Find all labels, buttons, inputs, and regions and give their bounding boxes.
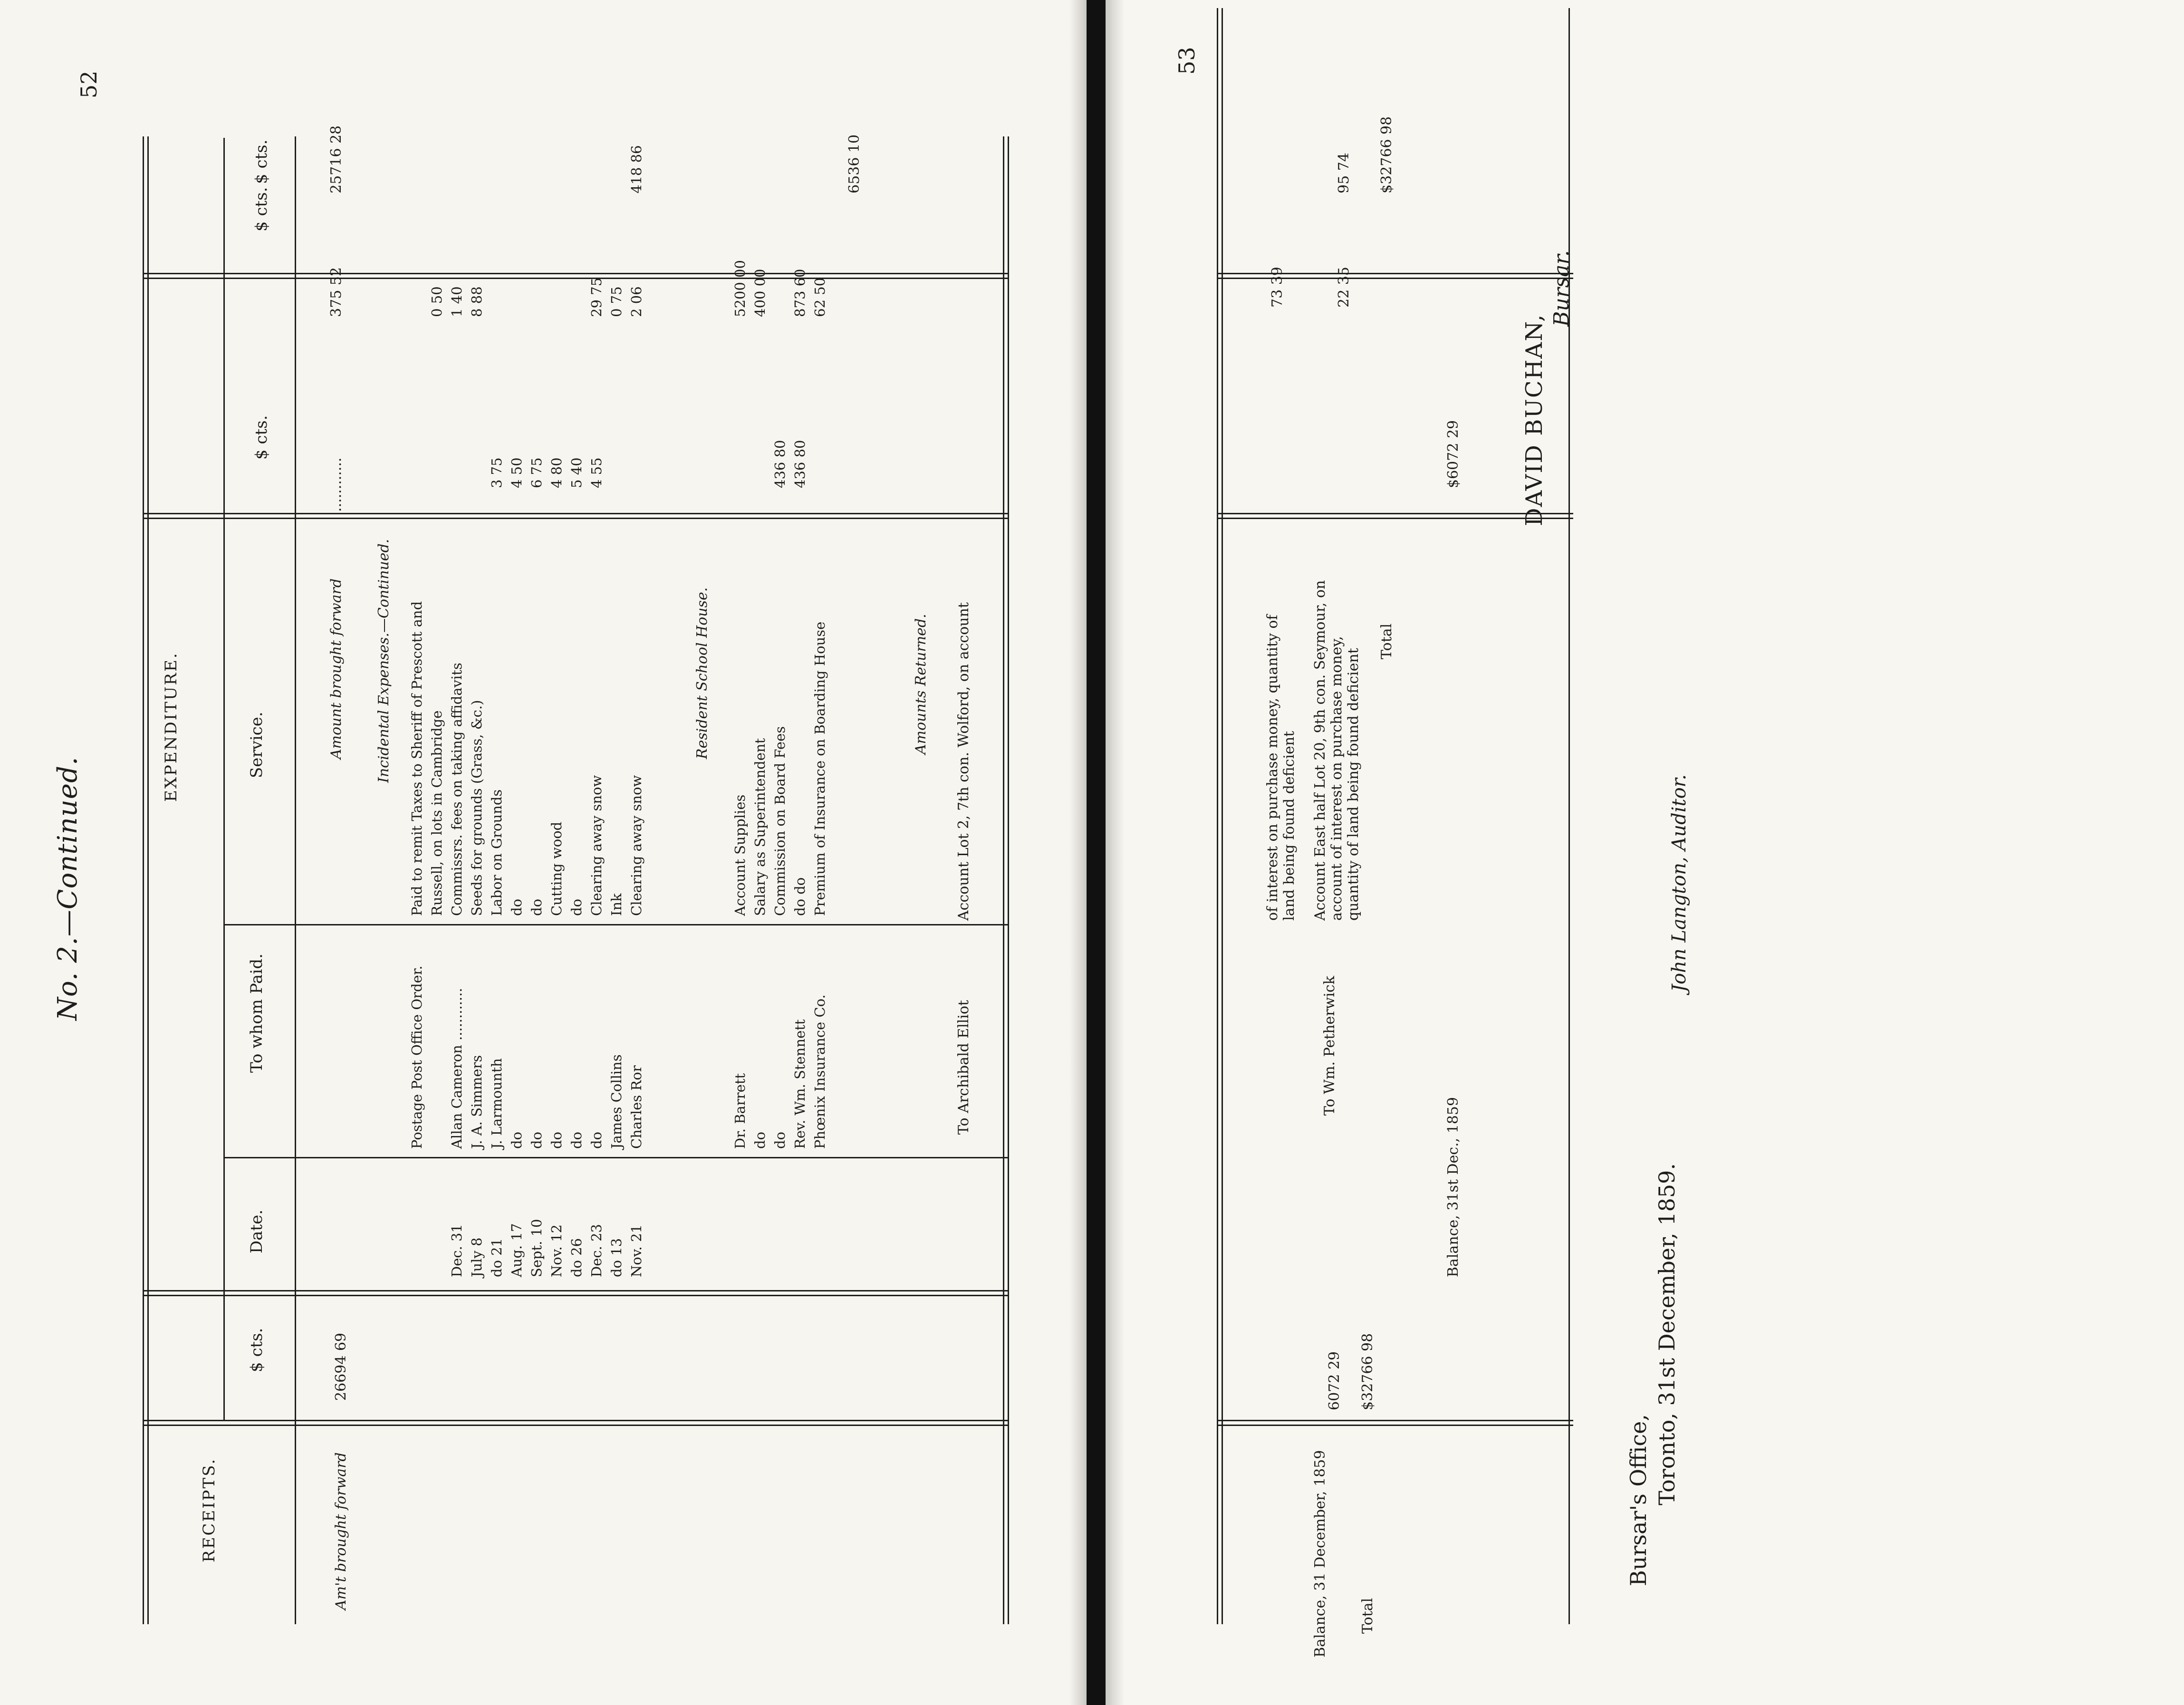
- exp-line1: of interest on purchase money, quantity of: [1264, 615, 1281, 921]
- exp-line4: account of interest on purchase money,: [1328, 636, 1345, 921]
- resident-c2: 400 00: [752, 269, 768, 317]
- resident-c2: 873 60: [792, 269, 808, 317]
- incidental-service: Russell, on lots in Cambridge: [429, 710, 445, 916]
- incidental-service: Clearing away snow: [628, 775, 645, 916]
- incidental-c1: 6 75: [529, 457, 545, 488]
- resident-c1: 436 80: [772, 440, 788, 488]
- col-cts3-header: $ cts.: [252, 139, 271, 184]
- resident-service: Account Supplies: [732, 794, 748, 916]
- returned-to: To Archibald Elliot: [955, 1000, 972, 1135]
- exp-line5: quantity of land being found deficient: [1345, 648, 1362, 921]
- resident-c1: 436 80: [792, 440, 808, 488]
- left-page-content: [0, 0, 1084, 1705]
- col-sep: [223, 1157, 1008, 1158]
- resident-to-whom: do: [772, 1131, 788, 1149]
- resident-c2: 62 50: [812, 277, 828, 317]
- incidental-date: Nov. 21: [628, 1224, 645, 1277]
- right-page-content: [1112, 0, 2184, 1705]
- exp-grand-total: $32766 98: [1378, 116, 1395, 193]
- incidental-to-whom: J. Larmounth: [489, 1058, 505, 1149]
- receipts-header: RECEIPTS.: [200, 1457, 219, 1562]
- exp-line2: land being found deficient: [1281, 731, 1298, 921]
- incidental-to-whom: do: [548, 1131, 565, 1149]
- incidental-date: Dec. 23: [588, 1224, 605, 1277]
- incidental-service: Paid to remit Taxes to Sheriff of Prescott and: [409, 601, 425, 916]
- receipts-total-amount: $32766 98: [1359, 1333, 1376, 1410]
- page-number: 53: [1174, 47, 1200, 75]
- resident-to-whom: do: [752, 1131, 768, 1149]
- exp-amt1: 73 39: [1269, 267, 1286, 308]
- col-cts1-header: $ cts.: [252, 415, 271, 460]
- section-resident: Resident School House.: [694, 587, 711, 759]
- col-date-header: Date.: [247, 1209, 266, 1253]
- resident-service: Premium of Insurance on Boarding House: [812, 621, 828, 916]
- incidental-to-whom: do: [568, 1131, 585, 1149]
- rule: [1222, 8, 1223, 1624]
- balance-label: Balance, 31 December, 1859: [1312, 1450, 1328, 1657]
- exp-line3: Account East half Lot 20, 9th con. Seymour, on: [1312, 580, 1328, 921]
- rule: [295, 136, 296, 1624]
- incidental-c1: 4 50: [509, 457, 525, 488]
- incidental-date: Sept. 10: [529, 1219, 545, 1277]
- incidental-to-whom: Allan Cameron ............: [449, 988, 465, 1149]
- incidental-c1: 4 55: [588, 457, 605, 488]
- resident-total: 6536 10: [846, 134, 863, 193]
- balance-line-label: Balance, 31st Dec., 1859: [1445, 1097, 1462, 1277]
- col-to-whom-header: To whom Paid.: [247, 954, 266, 1073]
- rule: [143, 136, 144, 1624]
- rule: [223, 138, 225, 1421]
- col-sep: [143, 1295, 1008, 1296]
- incidental-c1: 3 75: [489, 457, 505, 488]
- col-sep: [1217, 518, 1573, 519]
- col-sep: [1217, 513, 1573, 514]
- incidental-service: Ink: [608, 893, 625, 916]
- resident-service: Salary as Superintendent: [752, 738, 768, 916]
- resident-service: do do: [792, 877, 808, 916]
- incidental-service: Seeds for grounds (Grass, &c.): [469, 700, 485, 916]
- incidental-date: do 13: [608, 1238, 625, 1277]
- incidental-c1: 5 40: [568, 457, 585, 488]
- incidental-c1: 4 80: [548, 457, 565, 488]
- col-sep: [143, 518, 1008, 519]
- exp-amt-total: 95 74: [1336, 153, 1352, 193]
- incidental-to-whom: do: [509, 1131, 525, 1149]
- incidental-service: Clearing away snow: [588, 775, 605, 916]
- signature-bursar-title: Bursar.: [1549, 250, 1574, 327]
- col-cts2-header: $ cts.: [252, 187, 271, 231]
- incidental-service: do: [529, 898, 545, 916]
- incidental-c2: 0 75: [608, 286, 625, 317]
- col-service-header: Service.: [247, 712, 266, 778]
- resident-to-whom: Phœnix Insurance Co.: [812, 994, 828, 1149]
- incidental-to-whom: do: [529, 1131, 545, 1149]
- col-sep: [1217, 1420, 1573, 1421]
- incidental-c2: 1 40: [449, 286, 465, 317]
- office-line2: Toronto, 31st December, 1859.: [1654, 1163, 1680, 1505]
- signature-bursar: DAVID BUCHAN,: [1521, 313, 1548, 526]
- incidental-c2: 0 50: [429, 286, 445, 317]
- receipts-cts-header: $ cts.: [247, 1328, 266, 1372]
- office-line1: Bursar's Office,: [1626, 1414, 1651, 1586]
- expenditure-header: EXPENDITURE.: [162, 652, 181, 802]
- col-sep: [143, 1290, 1008, 1291]
- incidental-c2: 2 06: [628, 286, 645, 317]
- expenditure-brought-forward-label: Amount brought forward: [328, 578, 345, 759]
- col-sep: [143, 278, 1008, 279]
- rule: [1003, 136, 1004, 1624]
- incidental-service: Commissrs. fees on taking affidavits: [449, 663, 465, 916]
- receipts-total-label: Total: [1359, 1598, 1376, 1634]
- receipts-brought-forward-label: Am't brought forward: [333, 1452, 349, 1610]
- page-title: No. 2.—Continued.: [52, 756, 83, 1021]
- returned-service: Account Lot 2, 7th con. Wolford, on account: [955, 602, 972, 921]
- rule: [147, 136, 149, 1624]
- section-incidental: Incidental Expenses.—Continued.: [375, 539, 392, 783]
- incidental-service: Cutting wood: [548, 821, 565, 916]
- balance-amount: 6072 29: [1326, 1351, 1343, 1410]
- incidental-date: Nov. 12: [548, 1224, 565, 1277]
- expenditure-brought-forward-dots: ............: [328, 457, 345, 512]
- incidental-c2: 8 88: [469, 286, 485, 317]
- receipts-brought-forward-amount: 26694 69: [333, 1332, 349, 1401]
- rule: [1217, 8, 1218, 1624]
- incidental-service: Labor on Grounds: [489, 789, 505, 916]
- incidental-to-whom: Charles Ror: [628, 1065, 645, 1149]
- page-number: 52: [76, 70, 102, 98]
- exp-amt2: 22 35: [1336, 267, 1352, 308]
- incidental-date: Aug. 17: [509, 1223, 525, 1277]
- balance-line-amount: $6072 29: [1445, 420, 1462, 488]
- incidental-date: Dec. 31: [449, 1224, 465, 1277]
- col-sep: [143, 513, 1008, 514]
- incidental-to-whom: James Collins: [608, 1054, 625, 1149]
- incidental-to-whom: Postage Post Office Order.: [409, 965, 425, 1149]
- incidental-date: do 21: [489, 1238, 505, 1277]
- resident-to-whom: Dr. Barrett: [732, 1073, 748, 1149]
- incidental-c2: 29 75: [588, 277, 605, 317]
- col-sep: [1217, 1425, 1573, 1426]
- incidental-date: July 8: [469, 1237, 485, 1277]
- incidental-to-whom: do: [588, 1131, 605, 1149]
- book-gutter: [1087, 0, 1106, 1705]
- incidental-c3: 418 86: [628, 145, 645, 193]
- rule: [1008, 136, 1009, 1624]
- resident-service: Commission on Board Fees: [772, 726, 788, 916]
- incidental-to-whom: J. A. Simmers: [469, 1055, 485, 1149]
- signature-auditor: John Langton, Auditor.: [1668, 774, 1690, 992]
- col-sep: [143, 273, 1008, 274]
- resident-to-whom: Rev. Wm. Stennett: [792, 1019, 808, 1149]
- section-returned: Amounts Returned.: [913, 614, 929, 754]
- resident-c2: 5200 00: [732, 260, 748, 317]
- incidental-date: do 26: [568, 1238, 585, 1277]
- expenditure-brought-forward-sub: 375 52: [328, 267, 345, 317]
- incidental-service: do: [568, 898, 585, 916]
- exp-total-label: Total: [1378, 623, 1395, 659]
- col-sep: [143, 1420, 1008, 1421]
- incidental-service: do: [509, 898, 525, 916]
- col-sep: [143, 1425, 1008, 1426]
- expenditure-brought-forward-total: 25716 28: [328, 125, 345, 193]
- col-sep: [223, 924, 1008, 925]
- exp-to-whom: To Wm. Petherwick: [1321, 976, 1338, 1116]
